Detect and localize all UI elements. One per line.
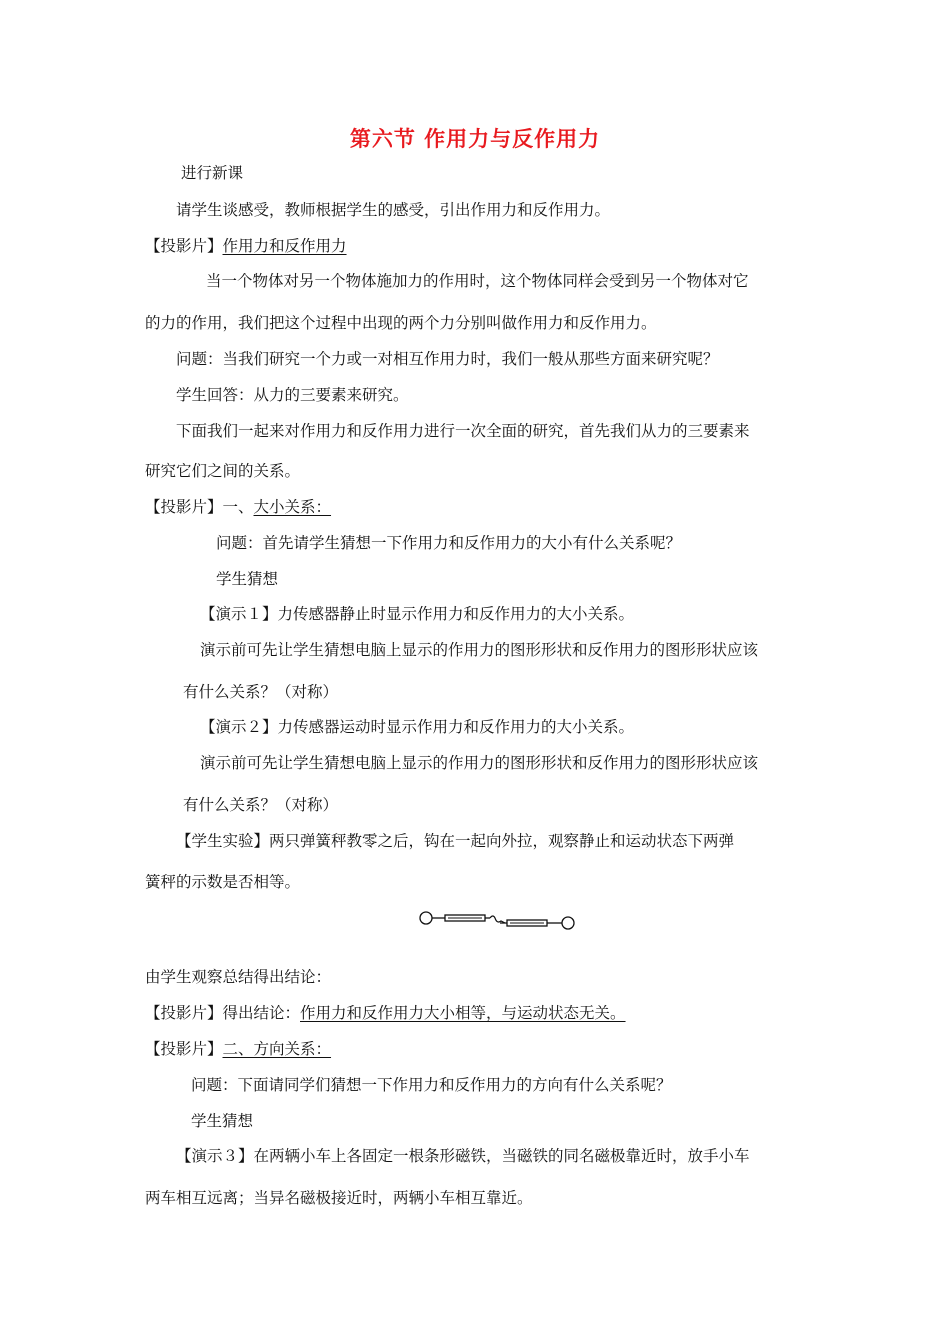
slide-heading	[145, 236, 347, 256]
slide-heading	[145, 1003, 626, 1023]
paragraph-line: 下面我们一起来对作用力和反作用力进行一次全面的研究，首先我们从力的三要素来	[176, 422, 750, 440]
spring-scales-figure	[418, 910, 576, 934]
right-ring	[562, 917, 574, 929]
conclusion-text: 作用力和反作用力大小相等，与运动状态无关。	[300, 1004, 626, 1022]
demo-line: 【演示２】力传感器运动时显示作用力和反作用力的大小关系。	[200, 718, 635, 736]
page-title: 第六节 作用力与反作用力	[349, 127, 601, 151]
slide-topic: 作用力和反作用力	[222, 237, 347, 255]
slide-heading	[145, 1039, 331, 1059]
demo-line: 【演示３】在两辆小车上各固定一根条形磁铁，当磁铁的同名磁极靠近时，放手小车	[176, 1147, 750, 1165]
paragraph-line: 簧秤的示数是否相等。	[145, 873, 301, 891]
paragraph-line: 学生猜想	[191, 1112, 254, 1130]
slide-label: 【投影片】一、	[145, 498, 254, 516]
paragraph-line: 当一个物体对另一个物体施加力的作用时，这个物体同样会受到另一个物体对它	[206, 272, 749, 290]
paragraph-line: 演示前可先让学生猜想电脑上显示的作用力的图形形状和反作用力的图形形状应该	[200, 754, 759, 772]
paragraph-line: 学生猜想	[216, 570, 279, 588]
paragraph-line: 两车相互远离；当异名磁极接近时，两辆小车相互靠近。	[145, 1189, 533, 1207]
paragraph-line: 研究它们之间的关系。	[145, 462, 301, 480]
paragraph-line: 演示前可先让学生猜想电脑上显示的作用力的图形形状和反作用力的图形形状应该	[200, 641, 759, 659]
paragraph-line: 由学生观察总结得出结论：	[145, 968, 332, 986]
question-line: 问题：下面请同学们猜想一下作用力和反作用力的方向有什么关系呢？	[191, 1076, 672, 1094]
paragraph-line: 的力的作用，我们把这个过程中出现的两个力分别叫做作用力和反作用力。	[145, 314, 657, 332]
answer-line: 学生回答：从力的三要素来研究。	[176, 386, 409, 404]
slide-label: 【投影片】得出结论：	[145, 1004, 301, 1022]
demo-line: 【演示１】力传感器静止时显示作用力和反作用力的大小关系。	[200, 605, 635, 623]
slide-topic: 大小关系：	[253, 498, 332, 516]
paragraph-line: 有什么关系？（对称）	[183, 683, 339, 701]
experiment-line: 【学生实验】两只弹簧秤教零之后，钩在一起向外拉，观察静止和运动状态下两弹	[176, 832, 735, 850]
paragraph-line: 有什么关系？（对称）	[183, 796, 339, 814]
question-line: 问题：首先请学生猜想一下作用力和反作用力的大小有什么关系呢？	[216, 534, 682, 552]
paragraph-line: 进行新课	[181, 164, 244, 182]
slide-heading	[145, 497, 331, 517]
paragraph-line: 请学生谈感受，教师根据学生的感受，引出作用力和反作用力。	[176, 201, 611, 219]
left-ring	[420, 912, 432, 924]
question-line: 问题：当我们研究一个力或一对相互作用力时，我们一般从那些方面来研究呢？	[176, 350, 719, 368]
slide-label: 【投影片】	[145, 237, 223, 255]
slide-topic: 二、方向关系：	[222, 1040, 332, 1058]
hooks	[490, 916, 505, 923]
slide-label: 【投影片】	[145, 1040, 223, 1058]
